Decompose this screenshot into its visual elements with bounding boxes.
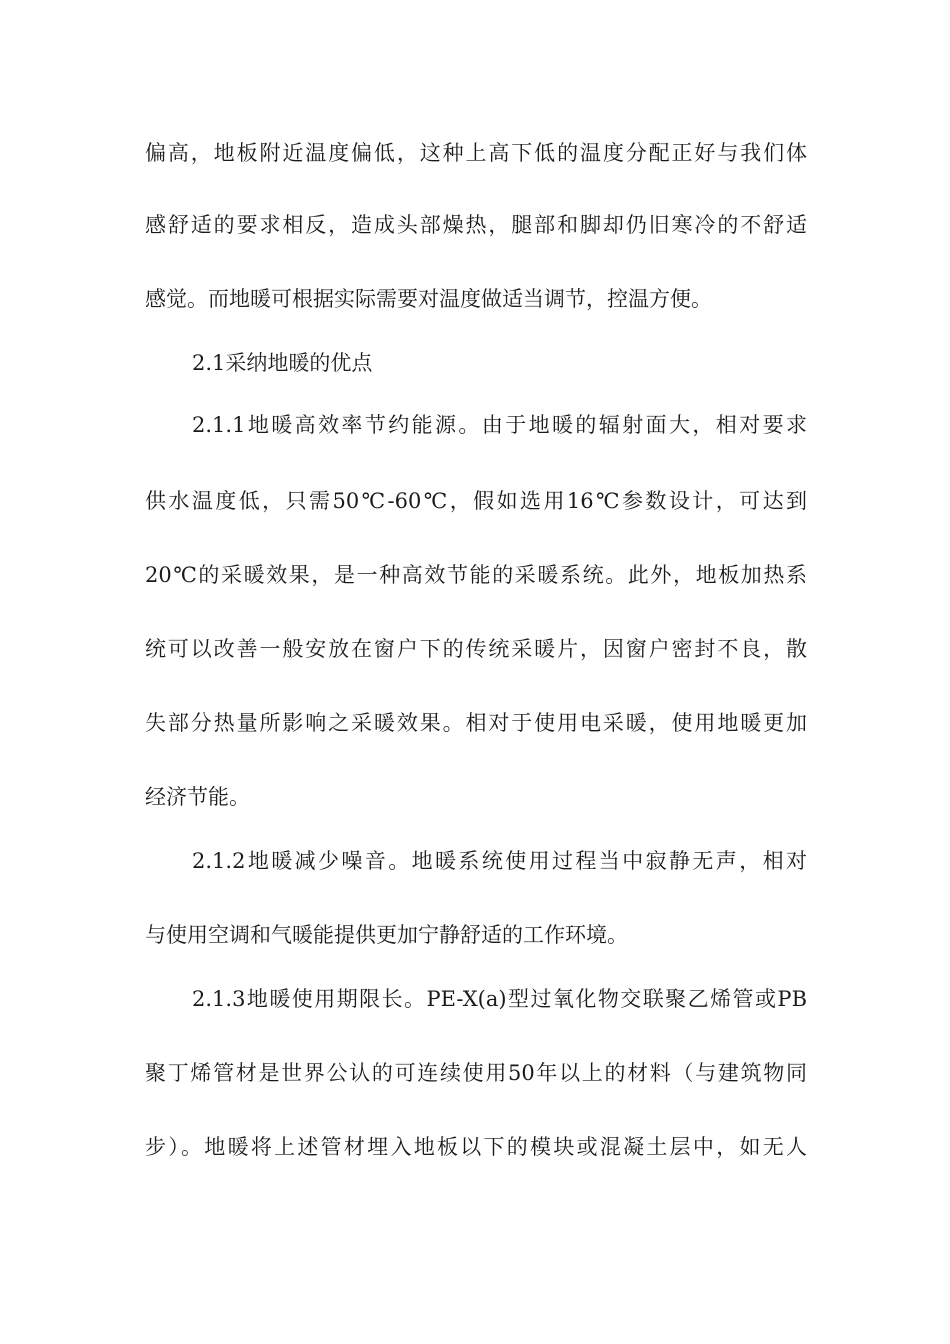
paragraph-2-1-3-line-3: 步）。地暖将上述管材埋入地板以下的模块或混凝土层中，如无人 <box>145 1135 807 1159</box>
paragraph-2-1-2-line-1: 2.1.2地暖减少噪音。地暖系统使用过程当中寂静无声，相对 <box>192 849 807 873</box>
paragraph-2-1-3-line-2: 聚丁烯管材是世界公认的可连续使用50年以上的材料（与建筑物同 <box>145 1061 807 1085</box>
paragraph-2-1-1-line-6: 经济节能。 <box>145 785 250 809</box>
paragraph-2-1-1-line-3: 20℃的采暖效果，是一种高效节能的采暖系统。此外，地板加热系 <box>145 563 807 587</box>
paragraph-2-1-1-line-5: 失部分热量所影响之采暖效果。相对于使用电采暖，使用地暖更加 <box>145 711 807 735</box>
paragraph-2-1-1-line-2: 供水温度低，只需50℃-60℃，假如选用16℃参数设计，可达到 <box>145 489 807 513</box>
paragraph-2-1-3-line-1: 2.1.3地暖使用期限长。PE-X(a)型过氧化物交联聚乙烯管或PB <box>192 987 807 1011</box>
paragraph-2-1-2-line-2: 与使用空调和气暖能提供更加宁静舒适的工作环境。 <box>145 923 628 947</box>
paragraph-2-1-1-line-4: 统可以改善一般安放在窗户下的传统采暖片，因窗户密封不良，散 <box>145 637 807 661</box>
body-line-1: 偏高，地板附近温度偏低，这种上高下低的温度分配正好与我们体 <box>145 141 807 165</box>
section-heading-2-1: 2.1采纳地暖的优点 <box>192 351 373 375</box>
paragraph-2-1-1-line-1: 2.1.1地暖高效率节约能源。由于地暖的辐射面大，相对要求 <box>192 413 807 437</box>
body-line-2: 感舒适的要求相反，造成头部燥热，腿部和脚却仍旧寒冷的不舒适 <box>145 213 807 237</box>
body-line-3: 感觉。而地暖可根据实际需要对温度做适当调节，控温方便。 <box>145 287 712 311</box>
